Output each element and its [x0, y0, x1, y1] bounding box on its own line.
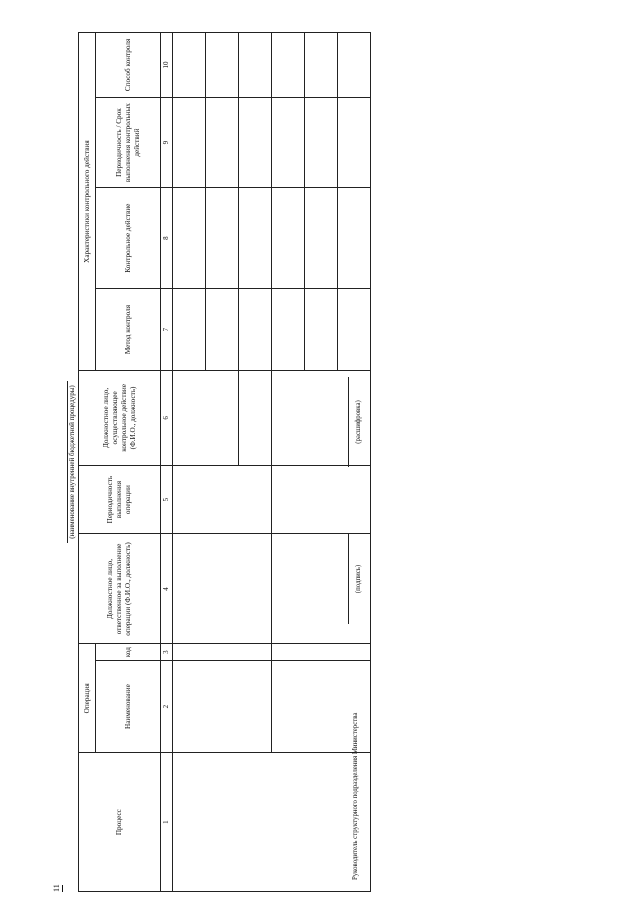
table-cell [205, 288, 238, 370]
column-number: 4 [161, 534, 173, 644]
table-cell [304, 33, 337, 98]
header-operation: Операция [79, 644, 96, 753]
header-control-action: Контрольное действие [96, 188, 161, 289]
column-number: 8 [161, 188, 173, 289]
table-cell [304, 288, 337, 370]
op-code-cell [172, 644, 271, 660]
decoding-field [348, 377, 362, 467]
column-number: 10 [161, 33, 173, 98]
table-cell [271, 33, 304, 98]
decoding-caption: (расшифровка) [355, 400, 362, 444]
table-cell [304, 188, 337, 289]
control-map-table [66, 32, 371, 892]
column-number-row [161, 33, 173, 892]
op-name-cell [172, 660, 271, 752]
table-cell [271, 288, 304, 370]
column-number: 5 [161, 465, 173, 534]
header-control-method: Метод контроля [96, 288, 161, 370]
header-control-frequency: Периодичность / Срок выполнения контрольных действий [96, 97, 161, 187]
procedure-caption: (наименование внутренней бюджетной процедуры) [67, 381, 76, 543]
column-number: 2 [161, 660, 173, 752]
column-number: 6 [161, 371, 173, 466]
controller-cell [172, 371, 238, 466]
op-frequency-cell [271, 465, 370, 534]
table-row [172, 33, 205, 892]
table-cell [172, 97, 205, 187]
table-cell [172, 288, 205, 370]
op-frequency-cell [172, 465, 271, 534]
table-cell [271, 97, 304, 187]
page-number: 11 [52, 884, 61, 892]
table-cell [172, 188, 205, 289]
header-control-group: Характеристики контрольного действия [79, 33, 96, 371]
process-cell [172, 753, 370, 892]
table-cell [238, 33, 271, 98]
table-cell [205, 97, 238, 187]
responsible-cell [172, 534, 271, 644]
column-number: 9 [161, 97, 173, 187]
table-cell [238, 97, 271, 187]
table-cell [172, 33, 205, 98]
header-op-code: код [96, 644, 161, 660]
signature-field [348, 534, 362, 624]
table-cell [238, 288, 271, 370]
table-cell [337, 33, 370, 98]
header-op-frequency: Периодичность выполнения операции [79, 465, 161, 534]
header-control-type: Способ контроля [96, 33, 161, 98]
table-cell [337, 188, 370, 289]
header-process: Процесс [79, 753, 161, 892]
table-cell [337, 288, 370, 370]
signature-caption: (подпись) [355, 564, 362, 594]
column-number: 7 [161, 288, 173, 370]
table-cell [304, 97, 337, 187]
column-number: 3 [161, 644, 173, 660]
header-responsible: Должностное лицо, ответственное за выполнение операции (Ф.И.О., должность) [79, 534, 161, 644]
form-sheet [50, 22, 370, 892]
table-cell [238, 188, 271, 289]
header-controller: Должностное лицо, осуществляющее контрольное действие (Ф.И.О., должность) [79, 371, 161, 466]
table-cell [271, 188, 304, 289]
header-op-name: Наименование [96, 660, 161, 752]
head-of-unit-label: Руководитель структурного подразделения Министерства [352, 712, 359, 880]
table-cell [205, 33, 238, 98]
column-number: 1 [161, 753, 173, 892]
table-cell [337, 97, 370, 187]
op-code-cell [271, 644, 370, 660]
controller-cell [238, 371, 271, 466]
table-cell [205, 188, 238, 289]
